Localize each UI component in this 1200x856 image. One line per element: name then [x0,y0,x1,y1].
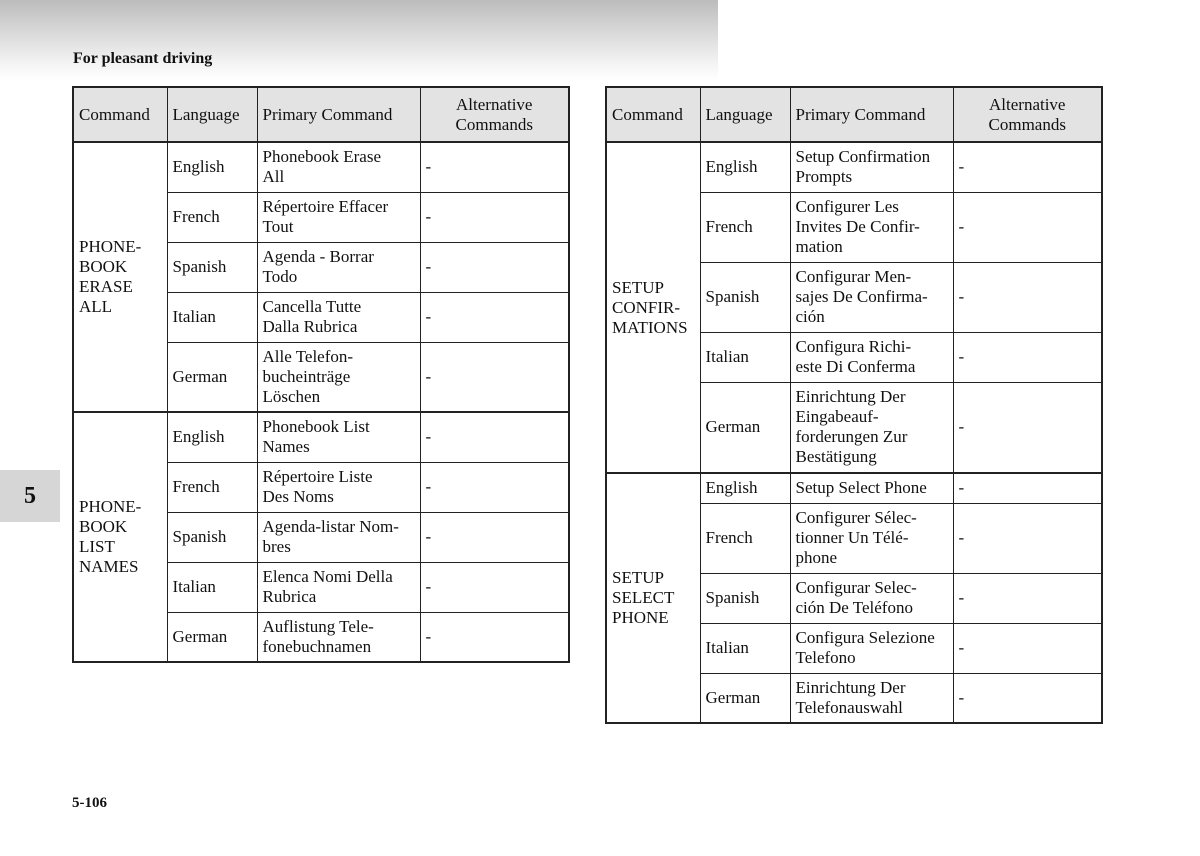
language-cell: English [700,142,790,192]
primary-command-line: sajes De Confirma- [795,287,928,306]
primary-command-line: Einrichtung Der [795,677,906,697]
alternative-command-cell: - [420,142,569,192]
command-name-line: SETUP [612,277,664,297]
primary-command-cell [790,192,953,262]
alternative-command-cell: - [420,242,569,292]
primary-command-line: Alle Telefon- [262,346,354,366]
command-name-line: SETUP [612,568,664,587]
primary-command-line: Répertoire Effacer [262,197,389,216]
primary-command-line: Phonebook List [262,417,370,437]
alternative-command-cell: - [420,192,569,242]
command-name-line: PHONE- [79,497,142,516]
section-title: For pleasant driving [73,50,213,67]
column-header-alternative-commands [420,87,569,142]
command-name-line: PHONE [612,608,669,627]
primary-command-line: Rubrica [262,587,317,606]
primary-command-cell [257,292,420,342]
alternative-command-cell: - [420,512,569,562]
primary-command-line: Elenca Nomi Della [262,567,393,586]
table-body [606,142,1102,723]
language-cell: Italian [700,332,790,382]
column-header-language: Language [167,87,257,142]
alternative-command-cell: - [420,292,569,342]
column-header-command: Command [606,87,700,142]
header-band [0,0,718,80]
primary-command-line: Des Noms [262,487,334,506]
alternative-command-cell: - [420,562,569,612]
primary-command-line: Cancella Tutte [262,297,362,316]
table-row [73,412,569,462]
primary-command-line: Eingabeauf- [795,407,879,427]
voice-command-table-left [72,86,570,663]
primary-command-line: mation [795,237,843,256]
primary-command-line: Agenda-listar Nom- [262,517,399,536]
chapter-number: 5 [24,482,36,509]
page-number: 5-106 [72,795,107,811]
primary-command-line: Configura Richi- [795,337,912,356]
primary-command-line: Todo [262,267,298,286]
primary-command-cell [790,673,953,723]
language-cell: Spanish [167,512,257,562]
primary-command-cell [790,473,953,503]
primary-command-cell [257,612,420,662]
column-header-command: Command [73,87,167,142]
primary-command-line: Invites De Confir- [795,217,920,236]
command-name-line: SELECT [612,588,675,607]
chapter-tab [0,470,60,522]
primary-command-line: Configurar Selec- [795,578,917,597]
primary-command-cell [790,382,953,473]
primary-command-cell [790,623,953,673]
command-name-cell [73,412,167,662]
primary-command-cell [257,462,420,512]
column-header-primary-command: Primary Command [257,87,420,142]
column-header-alt-line: Commands [455,114,533,134]
alternative-command-cell: - [420,412,569,462]
language-cell: French [700,192,790,262]
primary-command-line: ción [795,307,825,326]
language-cell: French [167,192,257,242]
primary-command-line: Configurer Les [795,197,899,216]
primary-command-line: Prompts [795,167,853,187]
primary-command-line: Dalla Rubrica [262,317,358,336]
primary-command-line: Configurar Men- [795,267,912,286]
command-name-line: NAMES [79,557,139,576]
language-cell: English [167,142,257,192]
primary-command-line: bucheinträge [262,366,351,386]
primary-command-cell [257,142,420,192]
language-cell: German [700,673,790,723]
table-body [73,142,569,662]
primary-command-line: Setup Select Phone [795,478,927,498]
primary-command-line: fonebuchnamen [262,636,372,656]
language-cell: Italian [167,562,257,612]
command-name-cell [606,142,700,473]
primary-command-line: phone [795,548,838,567]
command-name-line: MATIONS [612,317,688,337]
primary-command-line: Phonebook Erase [262,147,382,167]
language-cell: Italian [700,623,790,673]
primary-command-cell [790,332,953,382]
alternative-command-cell: - [953,673,1102,723]
primary-command-line: bres [262,537,291,556]
language-cell: German [700,382,790,473]
language-cell: Italian [167,292,257,342]
alternative-command-cell: - [953,382,1102,473]
alternative-command-cell: - [953,573,1102,623]
alternative-command-cell: - [420,462,569,512]
language-cell: Spanish [700,573,790,623]
alternative-command-cell: - [953,142,1102,192]
command-name-line: BOOK [79,517,128,536]
language-cell: Spanish [167,242,257,292]
primary-command-line: Répertoire Liste [262,467,373,486]
alternative-command-cell: - [953,503,1102,573]
command-name-line: ALL [79,297,113,316]
alternative-command-cell: - [420,612,569,662]
table-row [73,142,569,192]
voice-command-table-right [605,86,1103,724]
command-name-line: ERASE [79,277,133,296]
primary-command-cell [790,262,953,332]
column-header-language: Language [700,87,790,142]
column-header-alt-line: Commands [988,114,1066,134]
language-cell: English [167,412,257,462]
primary-command-line: Agenda - Borrar [262,247,374,266]
table-header-row [606,87,1102,142]
command-name-line: LIST [79,537,115,556]
primary-command-line: este Di Conferma [795,357,916,376]
alternative-command-cell: - [953,623,1102,673]
primary-command-line: Tout [262,217,294,236]
primary-command-cell [257,192,420,242]
column-header-primary-command: Primary Command [790,87,953,142]
primary-command-line: Einrichtung Der [795,387,906,407]
primary-command-line: Auflistung Tele- [262,616,374,636]
primary-command-line: Telefonauswahl [795,697,903,717]
column-header-alt-line: Alternative [989,94,1066,114]
language-cell: French [167,462,257,512]
alternative-command-cell: - [420,342,569,412]
alternative-command-cell: - [953,262,1102,332]
language-cell: English [700,473,790,503]
primary-command-line: Configurer Sélec- [795,508,917,527]
alternative-command-cell: - [953,473,1102,503]
command-name-line: CONFIR- [612,297,681,317]
table-row [606,142,1102,192]
table-row [606,473,1102,503]
command-name-line: PHONE- [79,237,142,256]
command-name-cell [73,142,167,412]
language-cell: German [167,342,257,412]
language-cell: French [700,503,790,573]
primary-command-cell [257,512,420,562]
primary-command-line: Names [262,437,310,457]
alternative-command-cell: - [953,332,1102,382]
primary-command-line: Löschen [262,386,321,406]
command-name-cell [606,473,700,723]
primary-command-line: Telefono [795,648,856,667]
primary-command-line: forderungen Zur [795,427,908,447]
language-cell: Spanish [700,262,790,332]
column-header-alt-line: Alternative [456,94,533,114]
command-name-line: BOOK [79,257,128,276]
primary-command-line: Configura Selezione [795,628,935,647]
primary-command-cell [257,342,420,412]
primary-command-cell [790,573,953,623]
primary-command-line: ción De Teléfono [795,598,913,617]
primary-command-cell [257,242,420,292]
primary-command-cell [257,562,420,612]
primary-command-cell [790,503,953,573]
primary-command-cell [790,142,953,192]
language-cell: German [167,612,257,662]
table-header-row [73,87,569,142]
primary-command-line: Bestätigung [795,447,877,467]
alternative-command-cell: - [953,192,1102,262]
primary-command-line: Setup Confirmation [795,147,931,167]
primary-command-line: tionner Un Télé- [795,528,909,547]
column-header-alternative-commands [953,87,1102,142]
primary-command-line: All [262,167,285,187]
primary-command-cell [257,412,420,462]
